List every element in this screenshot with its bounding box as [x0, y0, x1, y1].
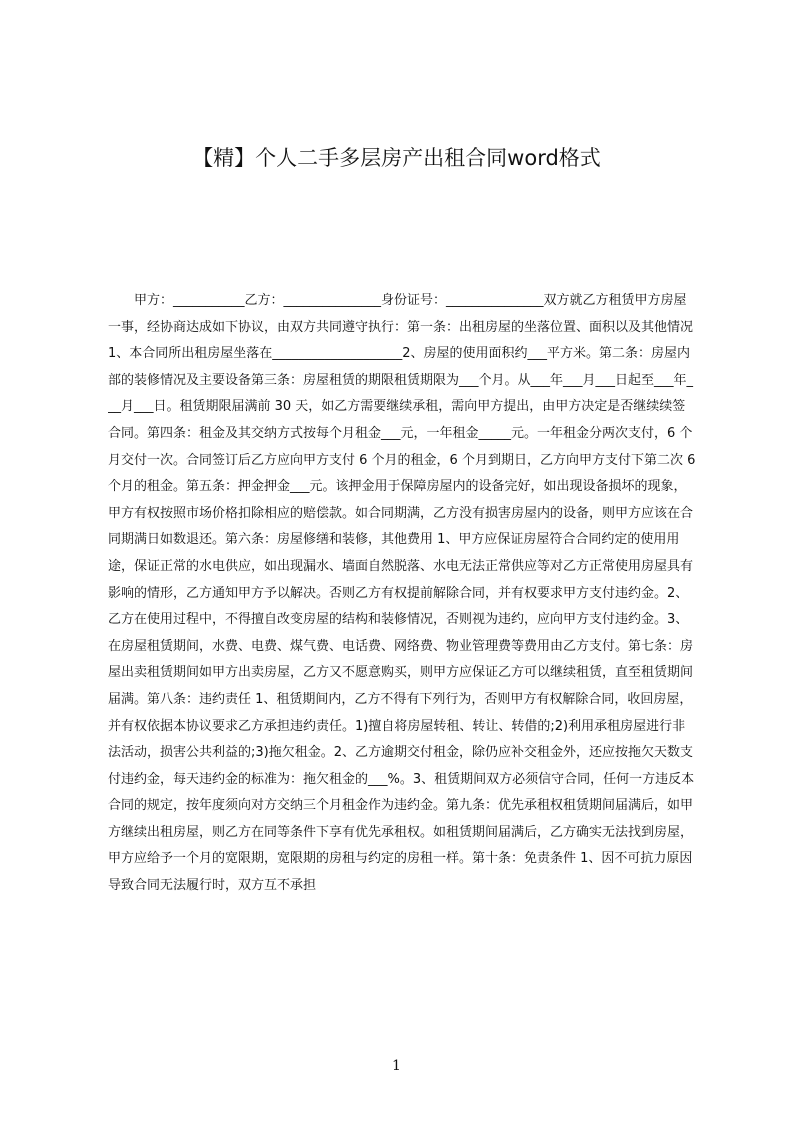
contract-body-text: 甲方：___________乙方：_______________身份证号：_______________双方就乙方租赁甲方房屋一事，经协商达成如下协议，由双方共同遵守执行：第一条：出租房屋的坐落位置、面积以及其他情况 1、本合同所出租房屋坐落在____________________2、房屋的使用面积约___平方米。第二条：房屋内部的装修情况及主要设备第三条：房屋租赁的期限租赁期限为___个月。从___年___月___日起至___年___月___日。租赁期限届满前 30 天，如乙方需要继续承租，需向甲方提出，由甲方决定是否继续续签合同。第四条：租金及其交纳方式按每个月租金___元，一年租金_____元。一年租金分两次支付，6 个月交付一次。合同签订后乙方应向甲方支付 6 个月的租金，6 个月到期日，乙方向甲方支付下第二次 6 个月的租金。第五条：押金押金___元。该押金用于保障房屋内的设备完好，如出现设备损坏的现象，甲方有权按照市场价格扣除相应的赔偿款。如合同期满，乙方没有损害房屋内的设备，则甲方应该在合同期满日如数退还。第六条：房屋修缮和装修，其他费用 1、甲方应保证房屋符合合同约定的使用用途，保证正常的水电供应，如出现漏水、墙面自然脱落、水电无法正常供应等对乙方正常使用房屋具有影响的情形，乙方通知甲方予以解决。否则乙方有权提前解除合同，并有权要求甲方支付违约金。2、乙方在使用过程中，不得擅自改变房屋的结构和装修情况，否则视为违约，应向甲方支付违约金。3、在房屋租赁期间，水费、电费、煤气费、电话费、网络费、物业管理费等费用由乙方支付。第七条：房屋出卖租赁期间如甲方出卖房屋，乙方又不愿意购买，则甲方应保证乙方可以继续租赁，直至租赁期间届满。第八条：违约责任 1、租赁期间内，乙方不得有下列行为，否则甲方有权解除合同，收回房屋，并有权依据本协议要求乙方承担违约责任。1)擅自将房屋转租、转让、转借的;2)利用承租房屋进行非法活动，损害公共利益的;3)拖欠租金。2、乙方逾期交付租金，除仍应补交租金外，还应按拖欠天数支付违约金，每天违约金的标准为：拖欠租金的___%。3、租赁期间双方必须信守合同，任何一方违反本合同的规定，按年度须向对方交纳三个月租金作为违约金。第九条：优先承租权租赁期间届满后，如甲方继续出租房屋，则乙方在同等条件下享有优先承租权。如租赁期间届满后，乙方确实无法找到房屋，甲方应给予一个月的宽限期，宽限期的房租与约定的房租一样。第十条：免责条件 1、因不可抗力原因导致合同无法履行时，双方互不承担: [108, 293, 696, 894]
page-number: 1: [392, 1058, 401, 1074]
page-title: 【精】个人二手多层房产出租合同word格式: [192, 146, 601, 170]
